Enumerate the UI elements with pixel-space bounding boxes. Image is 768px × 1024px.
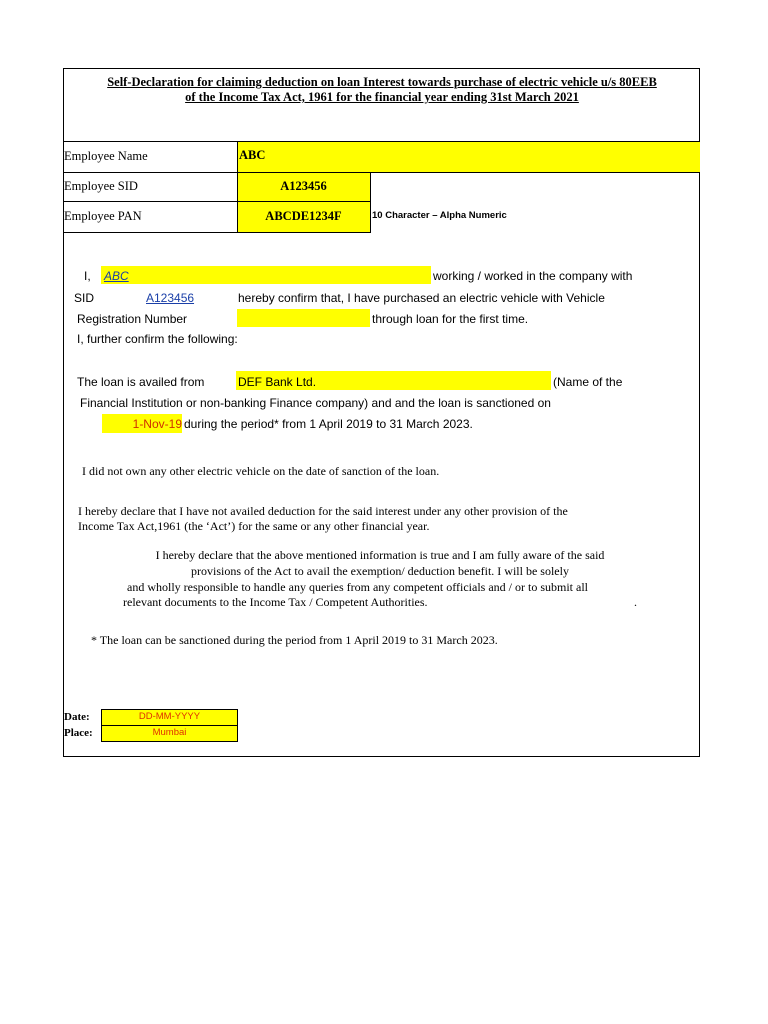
employee-name-field[interactable] [237, 142, 700, 172]
not-availed-line-1: I hereby declare that I have not availed deduction for the said interest under any other provision of the [78, 504, 568, 518]
table-bottom-border [63, 232, 370, 233]
place-label: Place: [64, 727, 93, 739]
employee-name-label: Employee Name [64, 149, 148, 163]
no-other-vehicle-text: I did not own any other electric vehicle on the date of sanction of the loan. [82, 464, 440, 478]
institution-text: Financial Institution or non-banking Finance company) and and the loan is sanctioned on [80, 396, 551, 410]
employee-sid-value: A123456 [280, 179, 327, 193]
employee-pan-label: Employee PAN [64, 209, 142, 223]
declaration-name-value: ABC [104, 269, 129, 283]
place-value: Mumbai [152, 727, 187, 738]
declaration-i-label: I, [84, 269, 91, 283]
true-declaration-line-3: and wholly responsible to handle any queries from any competent officials and / or to submit all [127, 580, 589, 594]
registration-label: Registration Number [77, 312, 188, 326]
table-row-divider-1 [63, 172, 700, 173]
worked-text: working / worked in the company with [433, 269, 633, 283]
declaration-sid-value: A123456 [146, 291, 195, 305]
name-of-text: (Name of the [553, 375, 623, 389]
date-value: DD-MM-YYYY [138, 711, 201, 722]
through-loan-text: through loan for the first time. [372, 312, 529, 326]
form-title-line-1: Self-Declaration for claiming deduction on loan Interest towards purchase of electric vehicle u/s 80EEB [107, 75, 657, 89]
true-declaration-line-1: I hereby declare that the above mentioned information is true and I am fully aware of the said [155, 548, 605, 562]
true-declaration-line-4: relevant documents to the Income Tax / Competent Authorities. [123, 595, 428, 609]
further-confirm-text: I, further confirm the following: [77, 332, 238, 346]
period-text: during the period* from 1 April 2019 to 31 March 2023. [184, 417, 473, 431]
employee-name-value: ABC [239, 148, 266, 162]
employee-sid-label: Employee SID [64, 179, 138, 193]
registration-number-field[interactable] [237, 309, 370, 327]
sanction-date-value: 1-Nov-19 [132, 417, 182, 431]
not-availed-line-2: Income Tax Act,1961 (the ‘Act’) for the same or any other financial year. [78, 519, 430, 533]
true-declaration-line-2: provisions of the Act to avail the exemption/ deduction benefit. I will be solely [191, 564, 569, 578]
employee-pan-value: ABCDE1234F [265, 209, 342, 223]
date-label: Date: [64, 711, 90, 723]
table-right-divider [370, 172, 371, 233]
declaration-name-field[interactable] [101, 266, 431, 284]
form-title-line-2: of the Income Tax Act, 1961 for the financial year ending 31st March 2021 [185, 90, 579, 104]
trailing-dot: . [634, 595, 637, 609]
loan-availed-label: The loan is availed from [77, 375, 205, 389]
footnote-text: * The loan can be sanctioned during the period from 1 April 2019 to 31 March 2023. [91, 633, 498, 647]
declaration-sid-label: SID [74, 291, 95, 305]
pan-format-note: 10 Character – Alpha Numeric [372, 210, 507, 221]
confirm-purchase-text: hereby confirm that, I have purchased an electric vehicle with Vehicle [238, 291, 605, 305]
bank-name-value: DEF Bank Ltd. [238, 375, 317, 389]
